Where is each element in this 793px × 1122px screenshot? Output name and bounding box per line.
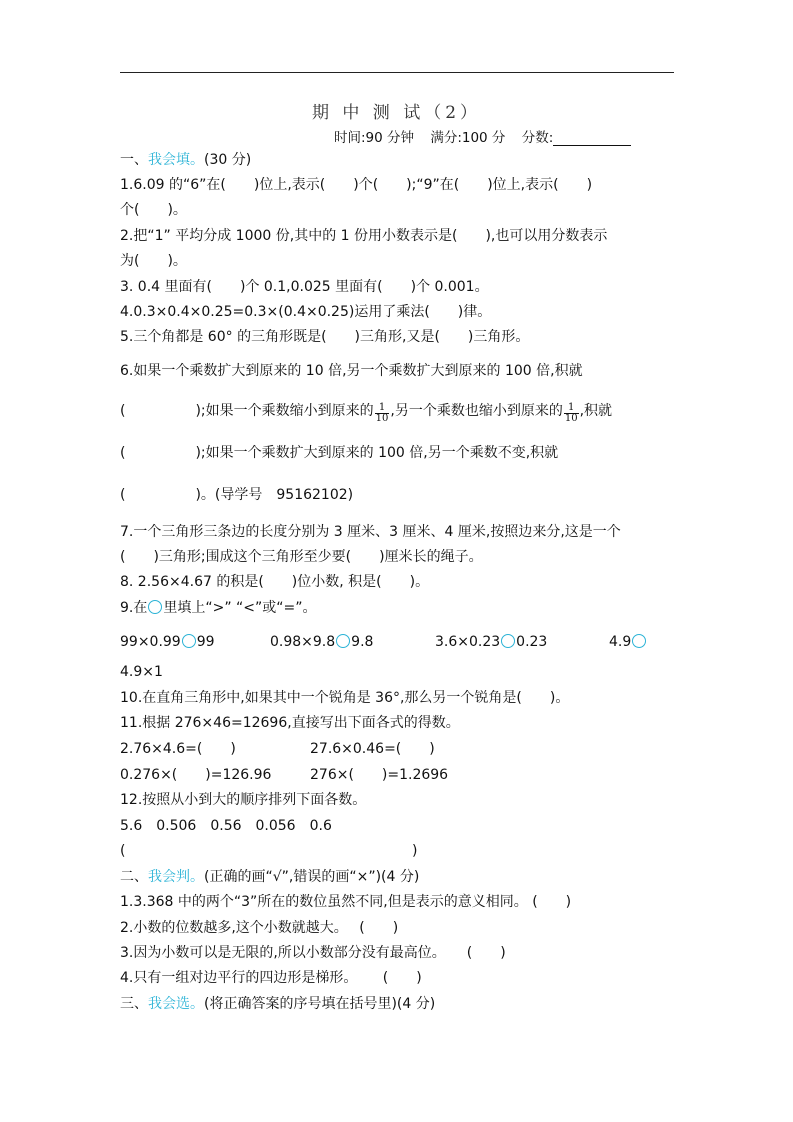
compare-circle-icon — [148, 600, 162, 614]
compare-circle-blank[interactable] — [182, 634, 196, 648]
question-6-line-4: ( )。(导学号 95162102) — [120, 487, 354, 503]
q11-item-d: 276×( )=1.2696 — [310, 767, 449, 783]
section3-heading: 三、我会选。(将正确答案的序号填在括号里)(4 分) — [120, 996, 436, 1012]
question-9-item-4-cont: 4.9×1 — [120, 664, 163, 680]
full-score-label: 满分:100 分 — [430, 130, 506, 146]
score-label: 分数: — [521, 130, 554, 146]
time-label: 时间:90 分钟 — [334, 130, 415, 146]
section1-heading-cyan: 我会填。 — [148, 152, 204, 168]
exam-meta — [334, 126, 631, 146]
q11-item-a: 2.76×4.6=( ) — [120, 741, 236, 757]
section2-heading-cyan: 我会判。 — [148, 869, 204, 885]
question-11-row-2 — [120, 766, 676, 786]
compare-item-2: 0.98×9.8 9.8 — [270, 634, 374, 650]
score-blank[interactable] — [553, 131, 631, 146]
question-3: 3. 0.4 里面有( )个 0.1,0.025 里面有( )个 0.001。 — [120, 279, 489, 295]
question-5: 5.三个角都是 60° 的三角形既是( )三角形,又是( )三角形。 — [120, 329, 530, 345]
question-12-answer: ( ) — [120, 843, 418, 859]
compare-circle-blank[interactable] — [336, 634, 350, 648]
judge-question-1: 1.3.368 中的两个“3”所在的数位虽然不同,但是表示的意义相同。 ( ) — [120, 894, 572, 910]
question-11-row-1 — [120, 740, 676, 760]
judge-question-3: 3.因为小数可以是无限的,所以小数部分没有最高位。 ( ) — [120, 945, 506, 961]
compare-circle-blank[interactable] — [632, 634, 646, 648]
compare-item-3: 3.6×0.23 0.23 — [435, 634, 548, 650]
section3-heading-cyan: 我会选。 — [148, 996, 204, 1012]
question-2-line-1: 2.把“1” 平均分成 1000 份,其中的 1 份用小数表示是( ),也可以用分数表示 — [120, 228, 608, 244]
question-9: 9.在 里填上“>” “<”或“=”。 — [120, 600, 317, 616]
fraction-one-tenth: $\frac{1}{10}$ — [564, 402, 578, 424]
compare-circle-blank[interactable] — [501, 634, 515, 648]
question-12: 12.按照从小到大的顺序排列下面各数。 — [120, 792, 367, 808]
compare-item-1: 99×0.99 99 — [120, 634, 215, 650]
question-10: 10.在直角三角形中,如果其中一个锐角是 36°,那么另一个锐角是( )。 — [120, 690, 570, 706]
judge-question-2: 2.小数的位数越多,这个小数就越大。 ( ) — [120, 920, 399, 936]
question-7-line-1: 7.一个三角形三条边的长度分别为 3 厘米、3 厘米、4 厘米,按照边来分,这是一个 — [120, 524, 621, 540]
q11-item-b: 27.6×0.46=( ) — [310, 741, 435, 757]
page-title: 期 中 测 试（2） — [311, 103, 482, 123]
question-9-items — [120, 633, 676, 653]
header-rule — [120, 72, 674, 73]
question-8: 8. 2.56×4.67 的积是( )位小数, 积是( )。 — [120, 574, 430, 590]
section2-heading: 二、我会判。(正确的画“√”,错误的画“×”)(4 分) — [120, 869, 420, 885]
question-11: 11.根据 276×46=12696,直接写出下面各式的得数。 — [120, 715, 460, 731]
question-4: 4.0.3×0.4×0.25=0.3×(0.4×0.25)运用了乘法( )律。 — [120, 304, 492, 320]
question-6-line-3: ( );如果一个乘数扩大到原来的 100 倍,另一个乘数不变,积就 — [120, 445, 559, 461]
judge-question-4: 4.只有一组对边平行的四边形是梯形。 ( ) — [120, 970, 422, 986]
question-12-numbers: 5.6 0.506 0.56 0.056 0.6 — [120, 818, 332, 834]
question-2-line-2: 为( )。 — [120, 253, 187, 269]
compare-item-4: 4.9 — [609, 633, 647, 651]
question-6-line-1: 6.如果一个乘数扩大到原来的 10 倍,另一个乘数扩大到原来的 100 倍,积就 — [120, 363, 583, 379]
question-1-line-2: 个( )。 — [120, 202, 187, 218]
question-7-line-2: ( )三角形;围成这个三角形至少要( )厘米长的绳子。 — [120, 549, 483, 565]
fraction-one-tenth: $\frac{1}{10}$ — [375, 402, 389, 424]
question-1-line-1: 1.6.09 的“6”在( )位上,表示( )个( );“9”在( )位上,表示( ) — [120, 177, 593, 193]
q11-item-c: 0.276×( )=126.96 — [120, 767, 272, 783]
section1-heading: 一、我会填。(30 分) — [120, 152, 252, 168]
question-6-line-2: ( );如果一个乘数缩小到原来的 $\frac{1}{10}$ ,另一个乘数也缩小到原来的 $\frac{1}{10}$ ,积就 — [120, 402, 613, 424]
